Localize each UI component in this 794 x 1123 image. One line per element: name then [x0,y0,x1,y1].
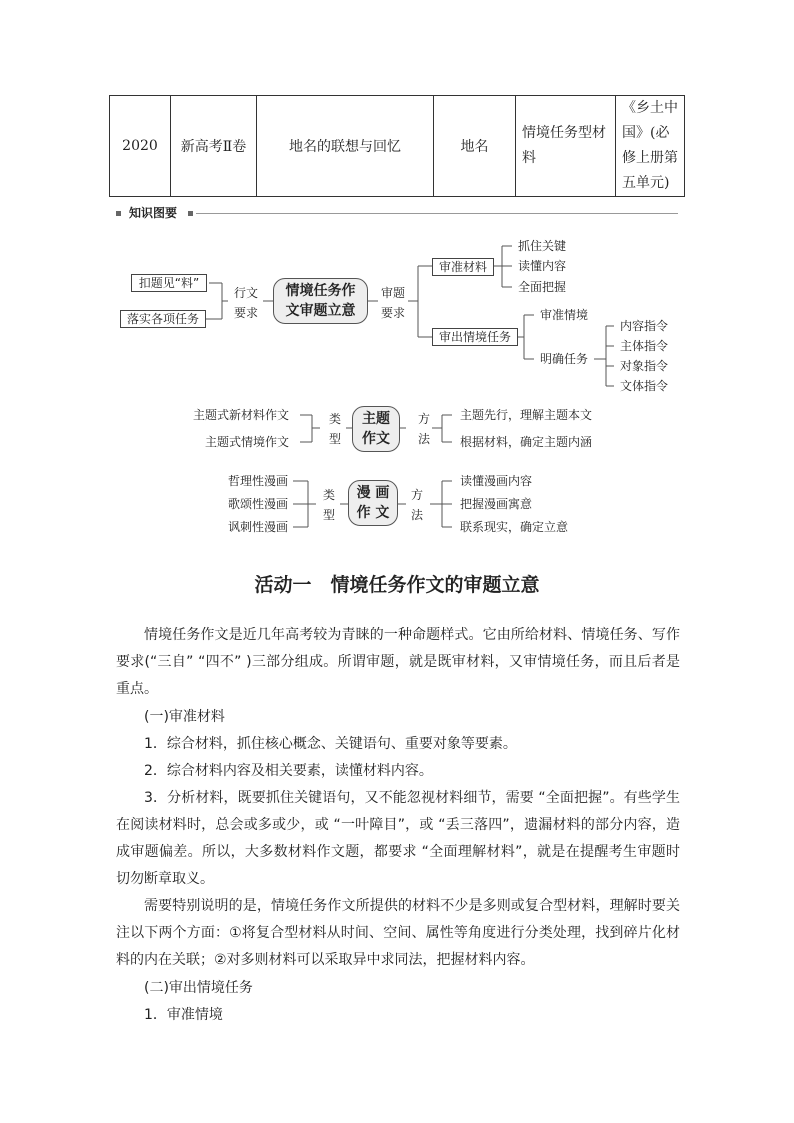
leaf-item: 明确任务 [540,352,589,366]
section-heading-label: 知识图要 [129,206,178,220]
conn-label: 法 [411,508,424,522]
conn-label: 审题 [381,286,406,300]
table-cell-source: 《乡土中国》(必修上册第五单元) [616,96,685,197]
table-cell-material-type: 情境任务型材料 [516,96,616,197]
core-line: 文审题立意 [285,303,356,319]
core-node-situational [273,278,368,324]
type-item: 歌颂性漫画 [228,497,289,511]
list-item: 2．综合材料内容及相关要素，读懂材料内容。 [144,763,433,779]
method-item: 读懂漫画内容 [460,474,533,488]
type-item: 哲理性漫画 [228,474,289,488]
conn-label: 方 [418,412,431,426]
type-item: 讽刺性漫画 [228,520,289,534]
method-item: 联系现实，确定立意 [460,520,569,534]
conn-label: 型 [329,432,342,446]
core-line: 情境任务作 [285,283,356,299]
branch-node-material: 审准材料 [432,258,494,276]
subheading-material: (一)审准材料 [144,709,225,725]
conn-label: 要求 [381,306,406,320]
leaf-item: 审准情境 [540,308,589,322]
conn-label: 类 [323,488,336,502]
paragraph-note: 需要特别说明的是，情境任务作文所提供的材料不少是多则或复合型材料，理解时要关注以下两个方面：①将复合型材料从时间、空间、属性等角度进行分类处理，找到碎片化材料的内在关联；②对多则材料可以采取异中求同法，把握材料内容。 [116,898,680,968]
table-cell-paper: 新高考Ⅱ卷 [171,96,257,197]
core-line: 漫 画 [356,485,390,501]
method-item: 主题先行，理解主题本文 [460,408,593,422]
leaf-item: 内容指令 [620,319,669,333]
leaf-item: 读懂内容 [518,259,567,273]
leaf-item: 文体指令 [620,379,669,393]
list-item: 3．分析材料，既要抓住关键语句，又不能忽视材料细节，需要 “全面把握”。有些学生在阅读材料时，总会或多或少，或 “一叶障目”，或 “丢三落四”，遗漏材料的部分内容，造成审题偏差。所以，大多数材料作文题，都要求 “全面理解材料”，就是在提醒考生审题时切勿断章取义。 [116,790,680,887]
type-item: 主题式新材料作文 [193,408,290,422]
activity-title: 活动一 情境任务作文的审题立意 [254,574,540,596]
table-cell-keyword: 地名 [434,96,516,197]
leaf-item: 抓住关键 [518,239,567,253]
leaf-item: 主体指令 [620,339,669,353]
type-item: 主题式情境作文 [205,435,290,449]
core-line: 作 文 [356,505,390,521]
leaf-item: 全面把握 [518,280,567,294]
conn-label: 方 [411,488,424,502]
method-item: 根据材料，确定主题内涵 [460,435,593,449]
conn-label: 型 [323,508,336,522]
left-item-1: 扣题见“料” [131,274,207,292]
table-cell-topic: 地名的联想与回忆 [257,96,434,197]
conn-label: 类 [329,412,342,426]
core-node-theme [352,406,400,452]
method-item: 把握漫画寓意 [460,497,533,511]
core-node-comic [348,480,398,526]
left-item-2: 落实各项任务 [120,310,206,328]
core-line: 作文 [362,431,390,447]
branch-node-task: 审出情境任务 [432,328,518,346]
conn-label: 法 [418,432,431,446]
subheading-task: (二)审出情境任务 [144,980,253,996]
core-line: 主题 [362,411,390,427]
list-item: 1．综合材料，抓住核心概念、关键语句、重要对象等要素。 [144,736,517,752]
paragraph-intro: 情境任务作文是近几年高考较为青睐的一种命题样式。它由所给材料、情境任务、写作要求(“三自” “四不” )三部分组成。所谓审题，就是既审材料，又审情境任务，而且后者是重点。 [116,627,680,697]
conn-label: 要求 [234,306,259,320]
table-cell-year: 2020 [110,96,171,197]
leaf-item: 对象指令 [620,359,669,373]
conn-label: 行文 [234,286,259,300]
mindmap-connectors [0,0,794,560]
list-item: 1．审准情境 [144,1007,223,1023]
